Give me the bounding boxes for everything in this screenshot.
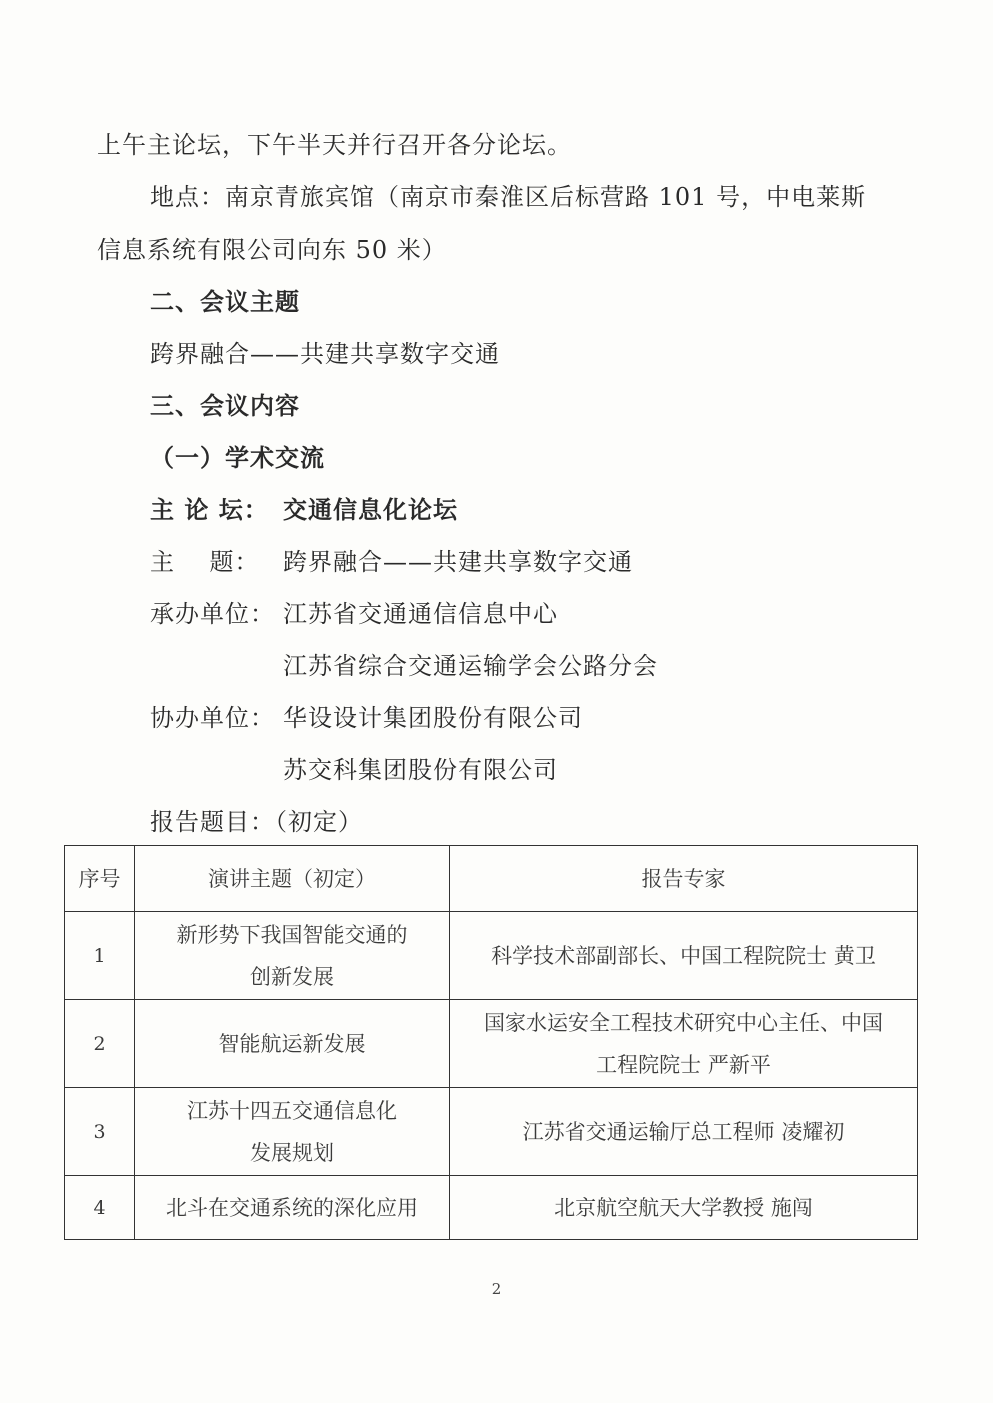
table-row xyxy=(65,912,918,1000)
table-header-row xyxy=(65,846,918,912)
theme-text: 跨界融合——共建共享数字交通 xyxy=(150,340,500,368)
topic-line: 北斗在交通系统的深化应用 xyxy=(166,1195,418,1220)
expert-line: 国家水运安全工程技术研究中心主任、中国 xyxy=(484,1010,883,1035)
row-index: 1 xyxy=(65,912,135,1000)
topic-line: 智能航运新发展 xyxy=(218,1031,366,1056)
header-topic: 演讲主题（初定） xyxy=(135,846,450,912)
table-row xyxy=(65,1000,918,1088)
table-row xyxy=(65,1088,918,1176)
section-heading-content: 三、会议内容 xyxy=(150,392,300,420)
topic-line: 江苏十四五交通信息化 xyxy=(187,1098,397,1123)
topic-line: 创新发展 xyxy=(250,964,334,989)
expert-line: 江苏省交通运输厅总工程师 凌耀初 xyxy=(522,1119,845,1144)
row-expert xyxy=(450,1088,918,1176)
row-index: 2 xyxy=(65,1000,135,1088)
forum-label: 主 论 坛： xyxy=(150,496,269,524)
table-row xyxy=(65,1176,918,1240)
row-index: 4 xyxy=(65,1176,135,1240)
row-expert xyxy=(450,912,918,1000)
co-host-org-2: 苏交科集团股份有限公司 xyxy=(283,756,558,784)
row-topic xyxy=(135,1000,450,1088)
row-expert xyxy=(450,1000,918,1088)
topic-line: 新形势下我国智能交通的 xyxy=(176,922,408,947)
section-heading-theme: 二、会议主题 xyxy=(150,288,300,316)
location-line: 地点：南京青旅宾馆（南京市秦淮区后标营路 101 号，中电莱斯 xyxy=(150,183,867,211)
row-topic xyxy=(135,912,450,1000)
row-topic xyxy=(135,1176,450,1240)
topic-line: 发展规划 xyxy=(250,1140,334,1165)
row-expert xyxy=(450,1176,918,1240)
forum-value: 交通信息化论坛 xyxy=(283,496,458,524)
row-topic xyxy=(135,1088,450,1176)
location-line-cont: 信息系统有限公司向东 50 米） xyxy=(97,236,447,264)
host-org-1: 江苏省交通通信信息中心 xyxy=(283,600,558,628)
expert-line: 科学技术部副部长、中国工程院院士 黄卫 xyxy=(491,943,876,968)
header-expert: 报告专家 xyxy=(450,846,918,912)
subsection-heading: （一）学术交流 xyxy=(150,444,325,472)
expert-line: 北京航空航天大学教授 施闯 xyxy=(554,1195,813,1220)
topic-label: 主 题： xyxy=(150,548,260,576)
report-title: 报告题目：（初定） xyxy=(150,808,363,836)
report-table xyxy=(64,845,918,1240)
co-host-org-1: 华设设计集团股份有限公司 xyxy=(283,704,583,732)
paragraph-line: 上午主论坛，下午半天并行召开各分论坛。 xyxy=(97,131,572,159)
row-index: 3 xyxy=(65,1088,135,1176)
host-label: 承办单位： xyxy=(150,600,275,628)
co-host-label: 协办单位： xyxy=(150,704,275,732)
expert-line: 工程院院士 严新平 xyxy=(596,1052,771,1077)
host-org-2: 江苏省综合交通运输学会公路分会 xyxy=(283,652,658,680)
header-index: 序号 xyxy=(65,846,135,912)
topic-value: 跨界融合——共建共享数字交通 xyxy=(283,548,633,576)
page-number: 2 xyxy=(491,1280,502,1298)
